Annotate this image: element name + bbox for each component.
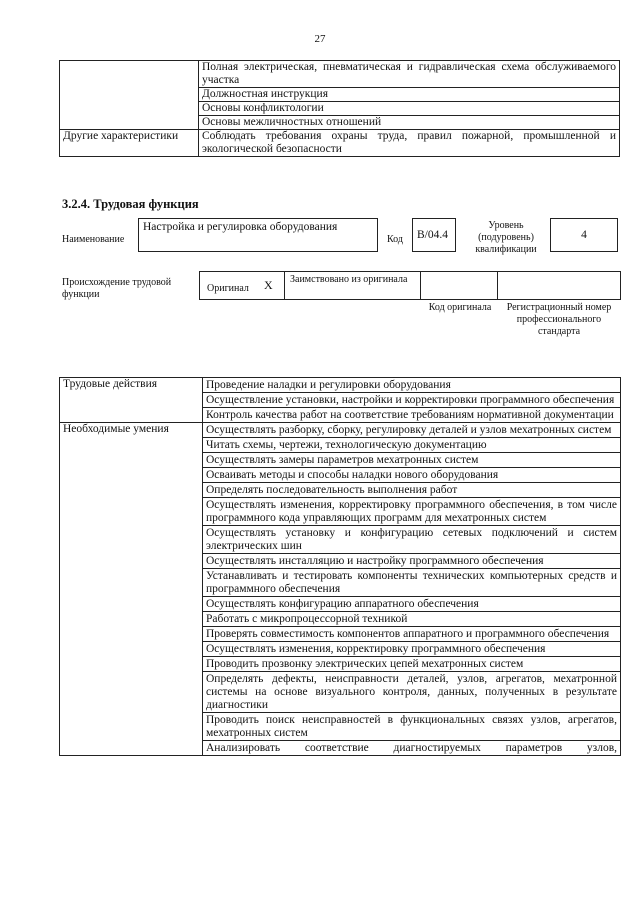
reg-caption: Регистрационный номер профессионального стандарта (506, 302, 612, 337)
table-cell: Проведение наладки и регулировки оборудования (203, 378, 621, 393)
origin-divider (420, 271, 421, 300)
actions-table (59, 377, 621, 756)
table-cell-left: Другие характеристики (60, 130, 199, 157)
table-cell: Определять дефекты, неисправности деталей, узлов, агрегатов, мехатронной системы на основе визуального контроля, данных, полученных в результате диагностики (203, 672, 621, 713)
table-cell: Читать схемы, чертежи, технологическую документацию (203, 438, 621, 453)
table-cell-left: Трудовые действия (60, 378, 203, 423)
origin-divider (284, 271, 285, 300)
table-cell: Контроль качества работ на соответствие требованиям нормативной документации (203, 408, 621, 423)
table-cell: Соблюдать требования охраны труда, правил пожарной, промышленной и экологической безопасности (199, 130, 620, 157)
table-cell: Анализировать соответствие диагностируемых параметров узлов, (203, 741, 621, 756)
name-label: Наименование (62, 234, 125, 245)
table-cell: Осуществлять изменения, корректировку программного обеспечения (203, 642, 621, 657)
table-cell: Проводить поиск неисправностей в функциональных связях узлов, агрегатов, мехатронных систем (203, 713, 621, 741)
table-row (60, 61, 620, 88)
top-table (59, 60, 620, 157)
table-row (60, 378, 621, 393)
page-number: 27 (314, 33, 326, 45)
function-code-box: B/04.4 (412, 218, 456, 252)
origin-divider (497, 271, 498, 300)
table-cell: Осуществлять конфигурацию аппаратного обеспечения (203, 597, 621, 612)
origin-box (199, 271, 621, 300)
table-cell: Проверять совместимость компонентов аппаратного и программного обеспечения (203, 627, 621, 642)
table-cell: Должностная инструкция (199, 88, 620, 102)
table-cell: Определять последовательность выполнения работ (203, 483, 621, 498)
table-cell: Основы межличностных отношений (199, 116, 620, 130)
table-row (60, 423, 621, 438)
table-cell: Работать с микропроцессорной техникой (203, 612, 621, 627)
code-caption: Код оригинала (428, 302, 492, 313)
level-label: Уровень (подуровень) квалификации (475, 220, 537, 255)
section-title: 3.2.4. Трудовая функция (62, 197, 199, 211)
table-cell: Осуществлять инсталляцию и настройку программного обеспечения (203, 554, 621, 569)
table-cell-left (60, 61, 199, 130)
code-label: Код (387, 234, 403, 245)
original-label: Оригинал (207, 283, 249, 294)
table-cell: Устанавливать и тестировать компоненты технических компьютерных средств и программного обеспечения (203, 569, 621, 597)
function-name-box: Настройка и регулировка оборудования (138, 218, 378, 252)
table-cell: Основы конфликтологии (199, 102, 620, 116)
table-cell: Осваивать методы и способы наладки нового оборудования (203, 468, 621, 483)
table-cell: Осуществлять замеры параметров мехатронных систем (203, 453, 621, 468)
table-cell: Осуществление установки, настройки и корректировки программного обеспечения (203, 393, 621, 408)
table-cell-left: Необходимые умения (60, 423, 203, 756)
level-box: 4 (550, 218, 618, 252)
table-row (60, 130, 620, 157)
original-mark: X (264, 278, 273, 292)
table-cell: Осуществлять установку и конфигурацию сетевых подключений и систем электрических шин (203, 526, 621, 554)
table-cell: Полная электрическая, пневматическая и гидравлическая схема обслуживаемого участка (199, 61, 620, 88)
table-cell: Проводить прозвонку электрических цепей мехатронных систем (203, 657, 621, 672)
borrowed-label: Заимствовано из оригинала (290, 274, 408, 285)
table-cell: Осуществлять разборку, сборку, регулировку деталей и узлов мехатронных систем (203, 423, 621, 438)
table-cell: Осуществлять изменения, корректировку программного обеспечения, в том числе программного кода управляющих программ для мехатронных систем (203, 498, 621, 526)
origin-label: Происхождение трудовой функции (62, 277, 172, 300)
